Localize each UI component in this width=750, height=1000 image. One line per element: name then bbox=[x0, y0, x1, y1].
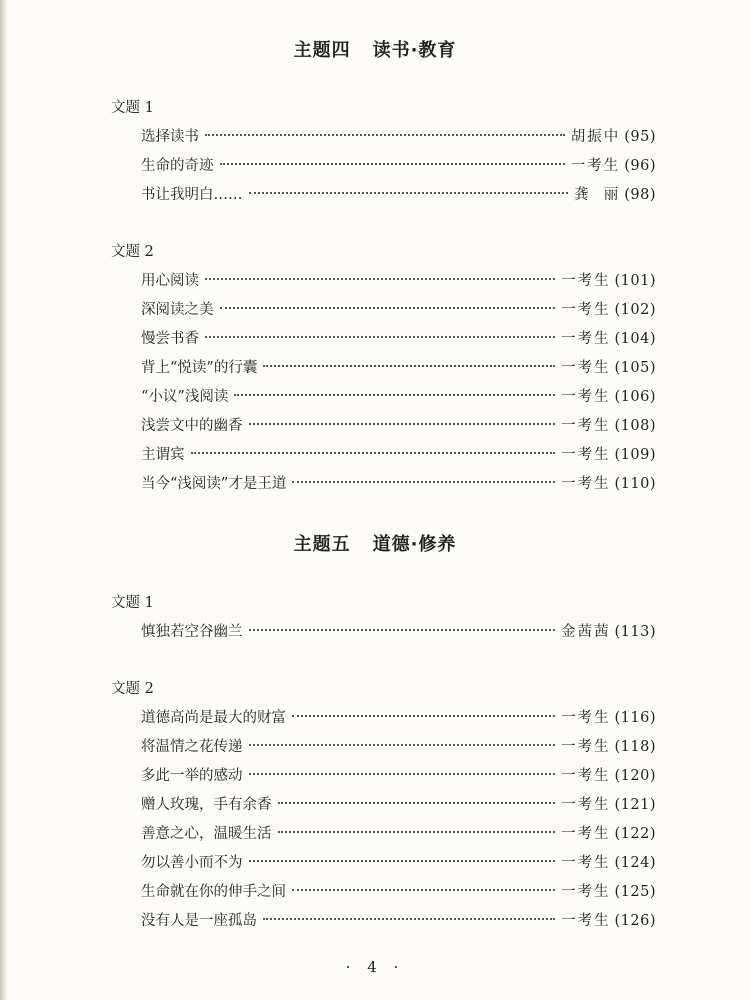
entry-title: 生命就在你的伸手之间 bbox=[141, 884, 286, 900]
dot-leader bbox=[249, 744, 556, 746]
toc-entry[interactable] bbox=[141, 126, 656, 148]
entry-page: (122) bbox=[614, 826, 656, 842]
entry-page: (125) bbox=[614, 884, 656, 900]
entry-title: 将温情之花传递 bbox=[141, 739, 243, 755]
entry-page: (124) bbox=[614, 855, 656, 871]
toc-entry[interactable] bbox=[141, 621, 656, 643]
entry-title: 慎独若空谷幽兰 bbox=[141, 624, 243, 640]
entry-author: 一考生 bbox=[561, 389, 611, 405]
entry-page: (109) bbox=[614, 447, 656, 463]
dot-leader bbox=[278, 831, 556, 833]
theme-heading bbox=[0, 37, 750, 65]
entry-author: 一考生 bbox=[561, 855, 611, 871]
toc-entry[interactable] bbox=[141, 881, 656, 903]
entry-page: (126) bbox=[614, 913, 656, 929]
entry-title: 主谓宾 bbox=[141, 447, 185, 463]
toc-entry[interactable] bbox=[141, 155, 656, 177]
toc-entry[interactable] bbox=[141, 852, 656, 874]
toc-entry[interactable] bbox=[141, 736, 656, 758]
entry-page: (101) bbox=[614, 273, 656, 289]
entry-author: 一考生 bbox=[561, 797, 611, 813]
toc-entry[interactable] bbox=[141, 328, 656, 350]
entry-title: 背上“悦读”的行囊 bbox=[141, 360, 258, 376]
entry-page: (110) bbox=[614, 476, 656, 492]
entry-page: (96) bbox=[624, 158, 656, 174]
entry-page: (106) bbox=[614, 389, 656, 405]
entry-page: (95) bbox=[624, 129, 656, 145]
theme-section-4 bbox=[0, 37, 750, 65]
entry-page: (121) bbox=[614, 797, 656, 813]
toc-entry[interactable] bbox=[141, 765, 656, 787]
topic-label: 文题 2 bbox=[111, 681, 154, 697]
dot-leader bbox=[205, 278, 555, 280]
entry-author: 龚 丽 bbox=[574, 187, 621, 203]
entry-page: (118) bbox=[614, 739, 656, 755]
entry-author: 一考生 bbox=[561, 739, 611, 755]
entry-page: (113) bbox=[614, 624, 656, 640]
entry-title: 慢尝书香 bbox=[141, 331, 199, 347]
entry-author: 一考生 bbox=[561, 710, 611, 726]
dot-leader bbox=[278, 802, 556, 804]
entry-title: 善意之心，温暖生活 bbox=[141, 826, 272, 842]
toc-entry[interactable] bbox=[141, 910, 656, 932]
entry-author: 一考生 bbox=[561, 826, 611, 842]
entry-title: 赠人玫瑰，手有余香 bbox=[141, 797, 272, 813]
toc-entry[interactable] bbox=[141, 184, 656, 206]
topic-label: 文题 2 bbox=[111, 244, 154, 260]
entry-author: 一考生 bbox=[561, 447, 611, 463]
entry-title: 当今“浅阅读”才是王道 bbox=[141, 476, 287, 492]
entry-title: 没有人是一座孤岛 bbox=[141, 913, 257, 929]
dot-leader bbox=[249, 423, 556, 425]
entry-title: “小议”浅阅读 bbox=[141, 389, 229, 405]
entry-author: 一考生 bbox=[561, 331, 611, 347]
theme-heading bbox=[0, 531, 750, 559]
dot-leader bbox=[249, 773, 556, 775]
entry-author: 一考生 bbox=[561, 476, 611, 492]
entry-page: (116) bbox=[614, 710, 656, 726]
entry-author: 一考生 bbox=[561, 360, 611, 376]
entry-page: (104) bbox=[614, 331, 656, 347]
page-number: · 4 · bbox=[345, 958, 405, 976]
entry-page: (102) bbox=[614, 302, 656, 318]
toc-entry[interactable] bbox=[141, 415, 656, 437]
entry-author: 一考生 bbox=[561, 884, 611, 900]
entry-title: 浅尝文中的幽香 bbox=[141, 418, 243, 434]
entry-author: 一考生 bbox=[561, 768, 611, 784]
entry-title: 生命的奇迹 bbox=[141, 158, 214, 174]
entry-author: 一考生 bbox=[561, 273, 611, 289]
dot-leader bbox=[205, 336, 555, 338]
dot-leader bbox=[263, 918, 555, 920]
toc-entry[interactable] bbox=[141, 299, 656, 321]
entry-author: 一考生 bbox=[561, 418, 611, 434]
dot-leader bbox=[249, 192, 569, 194]
entry-title: 勿以善小而不为 bbox=[141, 855, 243, 871]
toc-entry[interactable] bbox=[141, 707, 656, 729]
theme-number: 主题五 bbox=[293, 534, 351, 555]
entry-page: (98) bbox=[624, 187, 656, 203]
entry-author: 一考生 bbox=[561, 913, 611, 929]
toc-entry[interactable] bbox=[141, 823, 656, 845]
dot-leader bbox=[249, 860, 556, 862]
entry-title: 道德高尚是最大的财富 bbox=[141, 710, 286, 726]
theme-section-5 bbox=[0, 531, 750, 559]
dot-leader bbox=[220, 307, 556, 309]
toc-entry[interactable] bbox=[141, 444, 656, 466]
entry-author: 一考生 bbox=[561, 302, 611, 318]
entry-page: (105) bbox=[614, 360, 656, 376]
dot-leader bbox=[191, 452, 556, 454]
toc-entry[interactable] bbox=[141, 794, 656, 816]
dot-leader bbox=[220, 163, 565, 165]
toc-entry[interactable] bbox=[141, 386, 656, 408]
theme-name: 读书·教育 bbox=[372, 40, 457, 61]
dot-leader bbox=[234, 394, 555, 396]
theme-name: 道德·修养 bbox=[372, 534, 457, 555]
dot-leader bbox=[249, 629, 556, 631]
entry-title: 书让我明白…… bbox=[141, 187, 243, 203]
topic-label: 文题 1 bbox=[111, 595, 154, 611]
dot-leader bbox=[263, 365, 555, 367]
entry-author: 胡振中 bbox=[570, 129, 621, 145]
dot-leader bbox=[292, 715, 555, 717]
entry-page: (120) bbox=[614, 768, 656, 784]
entry-author: 一考生 bbox=[570, 158, 621, 174]
theme-number: 主题四 bbox=[293, 40, 351, 61]
dot-leader bbox=[292, 889, 555, 891]
entry-title: 选择读书 bbox=[141, 129, 199, 145]
entry-author: 金茜茜 bbox=[561, 624, 611, 640]
entry-title: 多此一举的感动 bbox=[141, 768, 243, 784]
topic-label: 文题 1 bbox=[111, 100, 154, 116]
toc-entry[interactable] bbox=[141, 270, 656, 292]
entry-title: 用心阅读 bbox=[141, 273, 199, 289]
toc-entry[interactable] bbox=[141, 357, 656, 379]
dot-leader bbox=[205, 134, 565, 136]
toc-entry[interactable] bbox=[141, 473, 656, 495]
entry-page: (108) bbox=[614, 418, 656, 434]
dot-leader bbox=[292, 481, 555, 483]
entry-title: 深阅读之美 bbox=[141, 302, 214, 318]
